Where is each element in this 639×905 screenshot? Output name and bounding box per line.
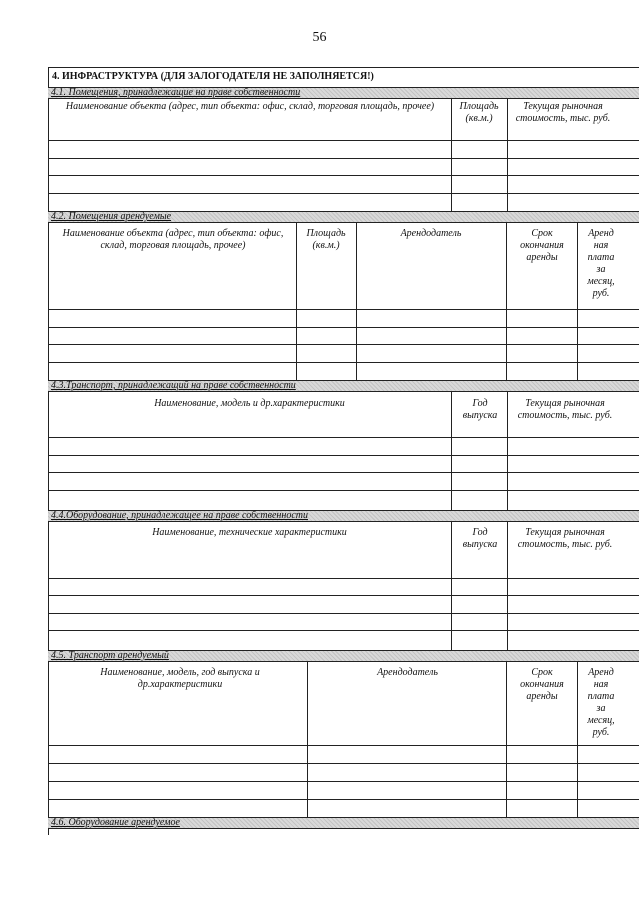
- s42-col-line: [577, 223, 578, 380]
- s42-header-name: Наименование объекта (адрес, тип объекта: офис, склад, торговая площадь, прочее): [62, 228, 284, 251]
- s44-header-value: Текущая рыночная стоимость, тыс. руб.: [517, 527, 613, 550]
- s45-col-line: [577, 662, 578, 817]
- s41-row-line: [48, 175, 639, 176]
- s44-row-line: [48, 630, 639, 631]
- s42-row-line: [48, 362, 639, 363]
- section-4-2-band: [48, 211, 639, 223]
- section-4-5-band: [48, 650, 639, 662]
- section-4-4-title: 4.4.Оборудование, принадлежащее на праве собственности: [51, 510, 309, 521]
- s42-row-line: [48, 344, 639, 345]
- section-4-6-title: 4.6. Оборудование арендуемое: [51, 817, 180, 828]
- page-number: 56: [312, 30, 327, 45]
- s45-header-lessor: Арендодатель: [377, 667, 438, 678]
- s44-row-line: [48, 578, 639, 579]
- s45-col-line: [307, 662, 308, 817]
- s42-row-line: [48, 309, 639, 310]
- s41-header-name: Наименование объекта (адрес, тип объекта: офис, склад, торговая площадь, прочее): [65, 101, 435, 112]
- section-title: 4. ИНФРАСТРУКТУРА (ДЛЯ ЗАЛОГОДАТЕЛЯ НЕ ЗАПОЛНЯЕТСЯ!): [52, 71, 374, 82]
- section-4-2-title: 4.2. Помещения арендуемые: [51, 211, 172, 222]
- s43-header-year: Год выпуска: [462, 398, 498, 421]
- s43-header-value: Текущая рыночная стоимость, тыс. руб.: [517, 398, 613, 421]
- s44-row-line: [48, 613, 639, 614]
- frame-left: [48, 67, 49, 835]
- s43-row-line: [48, 437, 639, 438]
- section-4-3-title: 4.3.Транспорт, принадлежащий на праве собственности: [51, 380, 296, 391]
- s45-col-line: [506, 662, 507, 817]
- s43-col-line: [507, 392, 508, 510]
- section-4-1-title: 4.1. Помещения, принадлежащие на праве собственности: [51, 87, 301, 98]
- s43-row-line: [48, 472, 639, 473]
- section-4-5-title: 4.5. Транспорт арендуемый: [51, 650, 169, 661]
- frame-top: [48, 67, 639, 68]
- s43-row-line: [48, 490, 639, 491]
- s42-col-line: [506, 223, 507, 380]
- s45-header-term: Срок окончания аренды: [520, 667, 564, 702]
- s42-header-area: Площадь (кв.м.): [306, 228, 346, 251]
- s41-row-line: [48, 140, 639, 141]
- section-4-3-band: [48, 380, 639, 392]
- s45-row-line: [48, 781, 639, 782]
- s42-header-lessor: Арендодатель: [400, 228, 462, 239]
- s42-col-line: [296, 223, 297, 380]
- s41-header-value: Текущая рыночная стоимость, тыс. руб.: [515, 101, 611, 124]
- s41-col-line: [507, 99, 508, 211]
- s42-row-line: [48, 327, 639, 328]
- s45-header-name: Наименование, модель, год выпуска и др.характеристики: [100, 667, 260, 690]
- s45-row-line: [48, 799, 639, 800]
- section-4-6-band: [48, 817, 639, 829]
- s43-header-name: Наименование, модель и др.характеристики: [154, 398, 345, 409]
- s43-col-line: [451, 392, 452, 510]
- s41-row-line: [48, 158, 639, 159]
- s42-header-rent: Аренд ная плата за месяц, руб.: [587, 228, 615, 299]
- s44-row-line: [48, 595, 639, 596]
- section-4-4-band: [48, 510, 639, 522]
- s41-col-line: [451, 99, 452, 211]
- s42-header-term: Срок окончания аренды: [520, 228, 564, 263]
- s41-row-line: [48, 193, 639, 194]
- s45-header-rent: Аренд ная плата за месяц, руб.: [587, 667, 615, 738]
- s41-header-area: Площадь (кв.м.): [459, 101, 499, 124]
- s44-header-year: Год выпуска: [462, 527, 498, 550]
- section-4-1-band: [48, 87, 639, 99]
- s42-col-line: [356, 223, 357, 380]
- s43-row-line: [48, 455, 639, 456]
- s45-row-line: [48, 745, 639, 746]
- s45-row-line: [48, 763, 639, 764]
- s44-header-name: Наименование, технические характеристики: [152, 527, 347, 538]
